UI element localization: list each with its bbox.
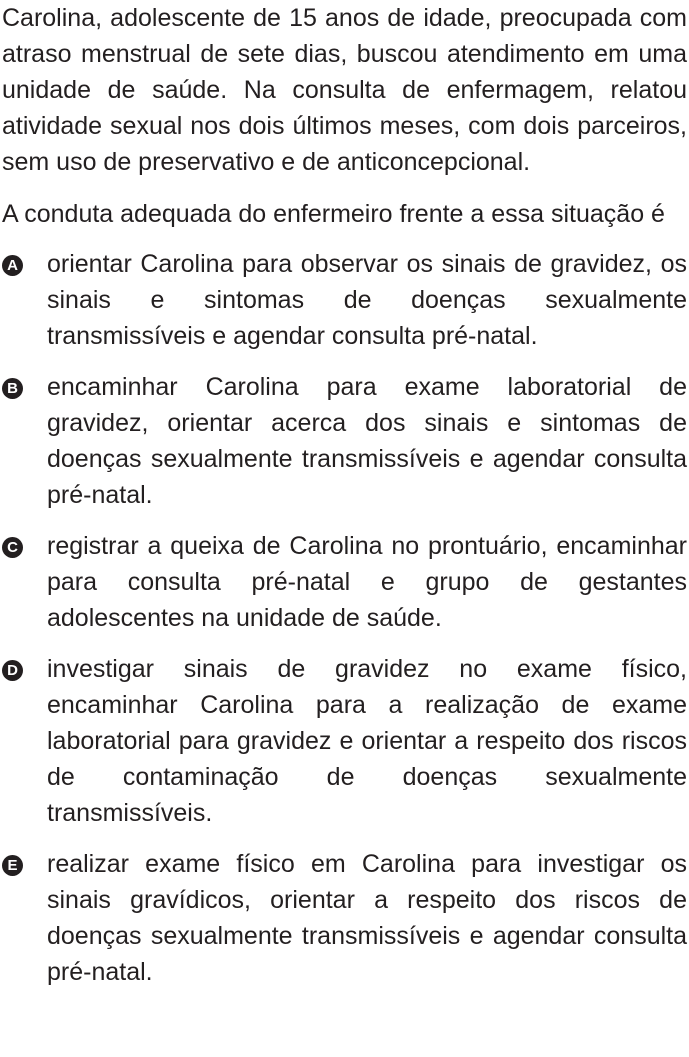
option-d[interactable] [2,651,687,831]
option-b[interactable] [2,369,687,513]
option-c[interactable] [2,528,687,636]
question-page [2,0,687,1005]
option-text: encaminhar Carolina para exame laboratorial de gravidez, orientar acerca dos sinais e sintomas de doenças sexualmente transmissíveis e agendar consulta pré-natal. [47,373,687,509]
answer-options [2,246,687,990]
option-letter-icon: C [2,537,23,558]
question-prompt: A conduta adequada do enfermeiro frente a essa situação é [2,200,665,228]
question-stem: Carolina, adolescente de 15 anos de idade, preocupada com atraso menstrual de sete dias, buscou atendimento em uma unidade de saúde. Na consulta de enfermagem, relatou atividade sexual nos dois últimos meses, com dois parceiros, sem uso de preservativo e de anticoncepcional. [2,4,687,176]
option-letter-icon: A [2,255,23,276]
option-letter-icon: B [2,378,23,399]
option-text: realizar exame físico em Carolina para investigar os sinais gravídicos, orientar a respeito dos riscos de doenças sexualmente transmissíveis e agendar consulta pré-natal. [47,850,687,986]
option-letter-icon: D [2,660,23,681]
option-text: registrar a queixa de Carolina no prontuário, encaminhar para consulta pré-natal e grupo de gestantes adolescentes na unidade de saúde. [47,532,687,632]
option-text: investigar sinais de gravidez no exame físico, encaminhar Carolina para a realização de exame laboratorial para gravidez e orientar a respeito dos riscos de contaminação de doenças sexualmente transmissíveis. [47,655,687,827]
option-e[interactable] [2,846,687,990]
option-a[interactable] [2,246,687,354]
option-text: orientar Carolina para observar os sinais de gravidez, os sinais e sintomas de doenças sexualmente transmissíveis e agendar consulta pré-natal. [47,250,687,350]
option-letter-icon: E [2,855,23,876]
